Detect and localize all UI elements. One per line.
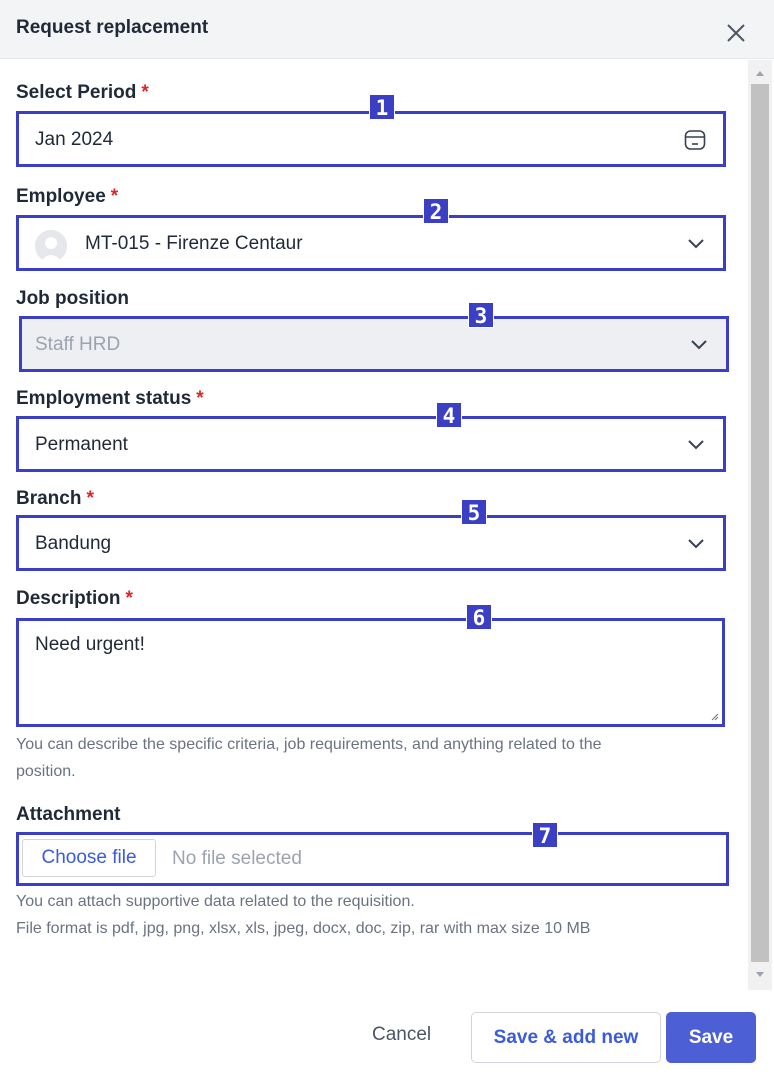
file-status: No file selected — [172, 848, 302, 869]
chevron-down-icon[interactable] — [687, 439, 705, 451]
attachment-label: Attachment — [16, 804, 121, 825]
avatar — [35, 230, 67, 262]
annotation-badge: 5 — [461, 499, 487, 525]
close-icon[interactable] — [724, 21, 748, 45]
annotation-badge: 2 — [423, 198, 449, 224]
job-position-label: Job position — [16, 288, 129, 309]
job-position-value: Staff HRD — [35, 334, 121, 355]
employee-value: MT-015 - Firenze Centaur — [85, 233, 303, 254]
description-help-text: You can describe the specific criteria, job requirements, and anything related to the position. — [16, 736, 602, 780]
resize-handle-icon[interactable] — [709, 711, 719, 721]
description-textarea[interactable] — [16, 618, 725, 727]
required-mark: * — [141, 82, 149, 103]
scrollbar-thumb[interactable] — [751, 84, 769, 962]
annotation-badge: 3 — [468, 302, 494, 328]
annotation-badge: 7 — [532, 822, 558, 848]
branch-label: Branch * — [16, 488, 94, 509]
description-label: Description * — [16, 588, 133, 609]
required-mark: * — [86, 488, 94, 509]
cancel-button[interactable]: Cancel — [372, 1024, 432, 1045]
dialog-title: Request replacement — [16, 17, 209, 38]
period-label: Select Period * — [16, 82, 149, 103]
scroll-up-arrow-icon[interactable] — [748, 66, 772, 80]
annotation-badge: 1 — [369, 94, 395, 120]
chevron-down-icon[interactable] — [687, 538, 705, 550]
dialog-header — [0, 0, 774, 59]
employment-status-label: Employment status * — [16, 388, 204, 409]
scrollbar[interactable] — [748, 60, 772, 990]
required-mark: * — [196, 388, 204, 409]
chevron-down-icon[interactable] — [687, 238, 705, 250]
annotation-badge: 6 — [466, 604, 492, 630]
chevron-down-icon — [690, 339, 708, 351]
employment-status-value: Permanent — [35, 434, 128, 455]
calendar-icon[interactable] — [683, 128, 707, 152]
branch-value: Bandung — [35, 533, 112, 554]
attachment-help-text: You can attach supportive data related to the requisition. File format is pdf, jpg, png, xlsx, xls, jpeg, docx, doc, zip, rar with max size 10 MB — [16, 893, 591, 937]
employee-select[interactable] — [16, 215, 726, 271]
description-value: Need urgent! — [35, 634, 145, 655]
scroll-down-arrow-icon[interactable] — [748, 968, 772, 982]
attachment-file-input[interactable] — [16, 832, 729, 886]
employment-status-select[interactable] — [16, 416, 726, 472]
period-value: Jan 2024 — [35, 129, 114, 150]
choose-file-button[interactable]: Choose file — [22, 839, 156, 877]
user-avatar-icon — [35, 230, 67, 262]
save-button[interactable]: Save — [666, 1012, 756, 1063]
job-position-select — [19, 316, 729, 372]
required-mark: * — [110, 186, 119, 207]
required-mark: * — [125, 588, 133, 609]
annotation-badge: 4 — [436, 402, 462, 428]
save-and-add-new-button[interactable]: Save & add new — [471, 1012, 661, 1063]
employee-label: Employee * — [16, 186, 119, 207]
branch-select[interactable] — [16, 515, 726, 571]
